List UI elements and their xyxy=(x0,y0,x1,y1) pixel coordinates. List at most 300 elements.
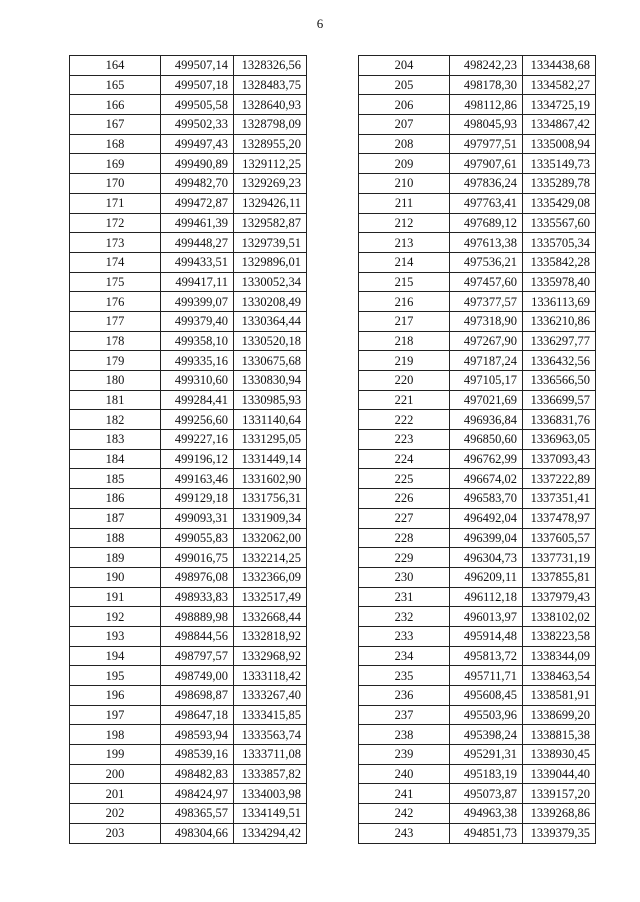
y-coordinate-cell: 1332062,00 xyxy=(234,528,307,548)
x-coordinate-cell: 498539,16 xyxy=(161,745,234,765)
table-row xyxy=(70,784,307,804)
table-row xyxy=(359,233,596,253)
table-row xyxy=(359,548,596,568)
y-coordinate-cell: 1331449,14 xyxy=(234,449,307,469)
point-number-cell: 182 xyxy=(70,410,161,430)
table-row xyxy=(359,331,596,351)
table-row xyxy=(70,646,307,666)
y-coordinate-cell: 1334867,42 xyxy=(523,115,596,135)
table-row xyxy=(70,311,307,331)
table-row xyxy=(70,745,307,765)
point-number-cell: 189 xyxy=(70,548,161,568)
table-row xyxy=(359,193,596,213)
point-number-cell: 234 xyxy=(359,646,450,666)
x-coordinate-cell: 498242,23 xyxy=(450,56,523,76)
coordinates-table-right xyxy=(358,55,596,844)
table-row xyxy=(359,725,596,745)
point-number-cell: 183 xyxy=(70,430,161,450)
table-row xyxy=(70,410,307,430)
x-coordinate-cell: 499016,75 xyxy=(161,548,234,568)
x-coordinate-cell: 497377,57 xyxy=(450,292,523,312)
y-coordinate-cell: 1336831,76 xyxy=(523,410,596,430)
point-number-cell: 169 xyxy=(70,154,161,174)
point-number-cell: 230 xyxy=(359,567,450,587)
point-number-cell: 211 xyxy=(359,193,450,213)
point-number-cell: 173 xyxy=(70,233,161,253)
y-coordinate-cell: 1334725,19 xyxy=(523,95,596,115)
table-row xyxy=(359,607,596,627)
table-row xyxy=(70,233,307,253)
point-number-cell: 172 xyxy=(70,213,161,233)
point-number-cell: 233 xyxy=(359,626,450,646)
y-coordinate-cell: 1333118,42 xyxy=(234,666,307,686)
point-number-cell: 231 xyxy=(359,587,450,607)
y-coordinate-cell: 1334294,42 xyxy=(234,823,307,843)
y-coordinate-cell: 1336699,57 xyxy=(523,390,596,410)
table-row xyxy=(359,95,596,115)
point-number-cell: 198 xyxy=(70,725,161,745)
x-coordinate-cell: 495291,31 xyxy=(450,745,523,765)
point-number-cell: 177 xyxy=(70,311,161,331)
y-coordinate-cell: 1338815,38 xyxy=(523,725,596,745)
x-coordinate-cell: 498933,83 xyxy=(161,587,234,607)
x-coordinate-cell: 496583,70 xyxy=(450,489,523,509)
y-coordinate-cell: 1336566,50 xyxy=(523,371,596,391)
y-coordinate-cell: 1338581,91 xyxy=(523,686,596,706)
point-number-cell: 207 xyxy=(359,115,450,135)
point-number-cell: 176 xyxy=(70,292,161,312)
y-coordinate-cell: 1328955,20 xyxy=(234,134,307,154)
table-row xyxy=(359,351,596,371)
y-coordinate-cell: 1332968,92 xyxy=(234,646,307,666)
x-coordinate-cell: 498698,87 xyxy=(161,686,234,706)
x-coordinate-cell: 499093,31 xyxy=(161,508,234,528)
table-row xyxy=(359,430,596,450)
y-coordinate-cell: 1337478,97 xyxy=(523,508,596,528)
table-row xyxy=(70,390,307,410)
table-row xyxy=(70,95,307,115)
y-coordinate-cell: 1334003,98 xyxy=(234,784,307,804)
x-coordinate-cell: 496013,97 xyxy=(450,607,523,627)
y-coordinate-cell: 1338930,45 xyxy=(523,745,596,765)
point-number-cell: 243 xyxy=(359,823,450,843)
x-coordinate-cell: 494851,73 xyxy=(450,823,523,843)
point-number-cell: 196 xyxy=(70,686,161,706)
y-coordinate-cell: 1334438,68 xyxy=(523,56,596,76)
point-number-cell: 200 xyxy=(70,764,161,784)
y-coordinate-cell: 1335149,73 xyxy=(523,154,596,174)
point-number-cell: 209 xyxy=(359,154,450,174)
point-number-cell: 224 xyxy=(359,449,450,469)
x-coordinate-cell: 499163,46 xyxy=(161,469,234,489)
x-coordinate-cell: 496492,04 xyxy=(450,508,523,528)
table-row xyxy=(359,489,596,509)
y-coordinate-cell: 1332366,09 xyxy=(234,567,307,587)
table-row xyxy=(359,764,596,784)
table-row xyxy=(359,469,596,489)
point-number-cell: 164 xyxy=(70,56,161,76)
point-number-cell: 191 xyxy=(70,587,161,607)
table-row xyxy=(359,154,596,174)
y-coordinate-cell: 1335705,34 xyxy=(523,233,596,253)
table-row xyxy=(70,213,307,233)
point-number-cell: 195 xyxy=(70,666,161,686)
table-row xyxy=(70,607,307,627)
x-coordinate-cell: 497187,24 xyxy=(450,351,523,371)
point-number-cell: 235 xyxy=(359,666,450,686)
point-number-cell: 223 xyxy=(359,430,450,450)
table-row xyxy=(359,311,596,331)
point-number-cell: 226 xyxy=(359,489,450,509)
x-coordinate-cell: 497318,90 xyxy=(450,311,523,331)
y-coordinate-cell: 1333857,82 xyxy=(234,764,307,784)
table-row xyxy=(70,292,307,312)
x-coordinate-cell: 497836,24 xyxy=(450,174,523,194)
x-coordinate-cell: 498112,86 xyxy=(450,95,523,115)
x-coordinate-cell: 496674,02 xyxy=(450,469,523,489)
x-coordinate-cell: 498797,57 xyxy=(161,646,234,666)
table-row xyxy=(359,784,596,804)
point-number-cell: 185 xyxy=(70,469,161,489)
point-number-cell: 205 xyxy=(359,75,450,95)
x-coordinate-cell: 495503,96 xyxy=(450,705,523,725)
x-coordinate-cell: 497105,17 xyxy=(450,371,523,391)
x-coordinate-cell: 497021,69 xyxy=(450,390,523,410)
point-number-cell: 212 xyxy=(359,213,450,233)
table-row xyxy=(70,725,307,745)
x-coordinate-cell: 499507,14 xyxy=(161,56,234,76)
coordinates-table-left xyxy=(69,55,307,844)
x-coordinate-cell: 499417,11 xyxy=(161,272,234,292)
point-number-cell: 165 xyxy=(70,75,161,95)
y-coordinate-cell: 1334582,27 xyxy=(523,75,596,95)
x-coordinate-cell: 498749,00 xyxy=(161,666,234,686)
y-coordinate-cell: 1337731,19 xyxy=(523,548,596,568)
y-coordinate-cell: 1330830,94 xyxy=(234,371,307,391)
x-coordinate-cell: 496112,18 xyxy=(450,587,523,607)
point-number-cell: 227 xyxy=(359,508,450,528)
y-coordinate-cell: 1338344,09 xyxy=(523,646,596,666)
point-number-cell: 219 xyxy=(359,351,450,371)
point-number-cell: 168 xyxy=(70,134,161,154)
point-number-cell: 239 xyxy=(359,745,450,765)
point-number-cell: 188 xyxy=(70,528,161,548)
point-number-cell: 242 xyxy=(359,804,450,824)
point-number-cell: 192 xyxy=(70,607,161,627)
y-coordinate-cell: 1332517,49 xyxy=(234,587,307,607)
y-coordinate-cell: 1333267,40 xyxy=(234,686,307,706)
table-body-left xyxy=(70,56,307,844)
table-row xyxy=(70,528,307,548)
table-row xyxy=(359,115,596,135)
table-row xyxy=(359,449,596,469)
point-number-cell: 241 xyxy=(359,784,450,804)
point-number-cell: 201 xyxy=(70,784,161,804)
table-row xyxy=(359,686,596,706)
point-number-cell: 166 xyxy=(70,95,161,115)
y-coordinate-cell: 1334149,51 xyxy=(234,804,307,824)
point-number-cell: 220 xyxy=(359,371,450,391)
y-coordinate-cell: 1337093,43 xyxy=(523,449,596,469)
x-coordinate-cell: 499507,18 xyxy=(161,75,234,95)
table-row xyxy=(70,489,307,509)
x-coordinate-cell: 496209,11 xyxy=(450,567,523,587)
x-coordinate-cell: 496936,84 xyxy=(450,410,523,430)
table-row xyxy=(359,528,596,548)
table-row xyxy=(70,331,307,351)
x-coordinate-cell: 497536,21 xyxy=(450,252,523,272)
table-row xyxy=(359,804,596,824)
table-row xyxy=(70,508,307,528)
point-number-cell: 184 xyxy=(70,449,161,469)
x-coordinate-cell: 495813,72 xyxy=(450,646,523,666)
table-row xyxy=(70,272,307,292)
point-number-cell: 225 xyxy=(359,469,450,489)
x-coordinate-cell: 499502,33 xyxy=(161,115,234,135)
table-row xyxy=(70,804,307,824)
y-coordinate-cell: 1328483,75 xyxy=(234,75,307,95)
point-number-cell: 170 xyxy=(70,174,161,194)
x-coordinate-cell: 498593,94 xyxy=(161,725,234,745)
y-coordinate-cell: 1335008,94 xyxy=(523,134,596,154)
y-coordinate-cell: 1339268,86 xyxy=(523,804,596,824)
x-coordinate-cell: 499379,40 xyxy=(161,311,234,331)
y-coordinate-cell: 1330364,44 xyxy=(234,311,307,331)
table-row xyxy=(359,823,596,843)
table-row xyxy=(359,745,596,765)
x-coordinate-cell: 498304,66 xyxy=(161,823,234,843)
point-number-cell: 208 xyxy=(359,134,450,154)
table-row xyxy=(70,626,307,646)
x-coordinate-cell: 495073,87 xyxy=(450,784,523,804)
y-coordinate-cell: 1328798,09 xyxy=(234,115,307,135)
table-row xyxy=(70,548,307,568)
y-coordinate-cell: 1335289,78 xyxy=(523,174,596,194)
table-row xyxy=(359,292,596,312)
y-coordinate-cell: 1332214,25 xyxy=(234,548,307,568)
point-number-cell: 175 xyxy=(70,272,161,292)
y-coordinate-cell: 1329582,87 xyxy=(234,213,307,233)
x-coordinate-cell: 495711,71 xyxy=(450,666,523,686)
x-coordinate-cell: 498889,98 xyxy=(161,607,234,627)
table-row xyxy=(70,469,307,489)
x-coordinate-cell: 498976,08 xyxy=(161,567,234,587)
x-coordinate-cell: 494963,38 xyxy=(450,804,523,824)
table-row xyxy=(70,193,307,213)
table-row xyxy=(359,567,596,587)
y-coordinate-cell: 1330985,93 xyxy=(234,390,307,410)
y-coordinate-cell: 1329269,23 xyxy=(234,174,307,194)
table-row xyxy=(359,390,596,410)
y-coordinate-cell: 1337351,41 xyxy=(523,489,596,509)
point-number-cell: 206 xyxy=(359,95,450,115)
x-coordinate-cell: 495608,45 xyxy=(450,686,523,706)
y-coordinate-cell: 1338699,20 xyxy=(523,705,596,725)
y-coordinate-cell: 1328326,56 xyxy=(234,56,307,76)
table-row xyxy=(70,567,307,587)
y-coordinate-cell: 1331295,05 xyxy=(234,430,307,450)
point-number-cell: 229 xyxy=(359,548,450,568)
x-coordinate-cell: 497457,60 xyxy=(450,272,523,292)
x-coordinate-cell: 497907,61 xyxy=(450,154,523,174)
y-coordinate-cell: 1330208,49 xyxy=(234,292,307,312)
table-row xyxy=(70,587,307,607)
x-coordinate-cell: 495914,48 xyxy=(450,626,523,646)
point-number-cell: 178 xyxy=(70,331,161,351)
x-coordinate-cell: 496399,04 xyxy=(450,528,523,548)
x-coordinate-cell: 499055,83 xyxy=(161,528,234,548)
x-coordinate-cell: 499433,51 xyxy=(161,252,234,272)
y-coordinate-cell: 1336210,86 xyxy=(523,311,596,331)
point-number-cell: 186 xyxy=(70,489,161,509)
point-number-cell: 236 xyxy=(359,686,450,706)
point-number-cell: 203 xyxy=(70,823,161,843)
x-coordinate-cell: 499129,18 xyxy=(161,489,234,509)
table-row xyxy=(359,626,596,646)
table-row xyxy=(70,371,307,391)
x-coordinate-cell: 497267,90 xyxy=(450,331,523,351)
y-coordinate-cell: 1335978,40 xyxy=(523,272,596,292)
point-number-cell: 214 xyxy=(359,252,450,272)
y-coordinate-cell: 1330520,18 xyxy=(234,331,307,351)
y-coordinate-cell: 1336113,69 xyxy=(523,292,596,312)
y-coordinate-cell: 1332818,92 xyxy=(234,626,307,646)
table-row xyxy=(70,75,307,95)
table-row xyxy=(70,686,307,706)
point-number-cell: 179 xyxy=(70,351,161,371)
point-number-cell: 210 xyxy=(359,174,450,194)
table-row xyxy=(359,410,596,430)
x-coordinate-cell: 499310,60 xyxy=(161,371,234,391)
x-coordinate-cell: 499227,16 xyxy=(161,430,234,450)
point-number-cell: 240 xyxy=(359,764,450,784)
y-coordinate-cell: 1337222,89 xyxy=(523,469,596,489)
point-number-cell: 171 xyxy=(70,193,161,213)
table-row xyxy=(359,587,596,607)
point-number-cell: 215 xyxy=(359,272,450,292)
table-row xyxy=(70,823,307,843)
x-coordinate-cell: 499461,39 xyxy=(161,213,234,233)
y-coordinate-cell: 1338463,54 xyxy=(523,666,596,686)
point-number-cell: 167 xyxy=(70,115,161,135)
y-coordinate-cell: 1329896,01 xyxy=(234,252,307,272)
table-row xyxy=(70,56,307,76)
y-coordinate-cell: 1339044,40 xyxy=(523,764,596,784)
table-row xyxy=(359,371,596,391)
x-coordinate-cell: 499335,16 xyxy=(161,351,234,371)
x-coordinate-cell: 498045,93 xyxy=(450,115,523,135)
point-number-cell: 222 xyxy=(359,410,450,430)
x-coordinate-cell: 495183,19 xyxy=(450,764,523,784)
y-coordinate-cell: 1337979,43 xyxy=(523,587,596,607)
y-coordinate-cell: 1331602,90 xyxy=(234,469,307,489)
x-coordinate-cell: 499358,10 xyxy=(161,331,234,351)
y-coordinate-cell: 1331909,34 xyxy=(234,508,307,528)
point-number-cell: 218 xyxy=(359,331,450,351)
y-coordinate-cell: 1330675,68 xyxy=(234,351,307,371)
x-coordinate-cell: 497613,38 xyxy=(450,233,523,253)
point-number-cell: 232 xyxy=(359,607,450,627)
y-coordinate-cell: 1332668,44 xyxy=(234,607,307,627)
y-coordinate-cell: 1331140,64 xyxy=(234,410,307,430)
table-body-right xyxy=(359,56,596,844)
point-number-cell: 202 xyxy=(70,804,161,824)
y-coordinate-cell: 1330052,34 xyxy=(234,272,307,292)
point-number-cell: 216 xyxy=(359,292,450,312)
point-number-cell: 193 xyxy=(70,626,161,646)
table-row xyxy=(70,666,307,686)
table-row xyxy=(70,764,307,784)
point-number-cell: 204 xyxy=(359,56,450,76)
y-coordinate-cell: 1337605,57 xyxy=(523,528,596,548)
x-coordinate-cell: 498844,56 xyxy=(161,626,234,646)
table-row xyxy=(70,154,307,174)
x-coordinate-cell: 495398,24 xyxy=(450,725,523,745)
y-coordinate-cell: 1339157,20 xyxy=(523,784,596,804)
table-row xyxy=(70,174,307,194)
table-row xyxy=(70,705,307,725)
table-row xyxy=(70,351,307,371)
y-coordinate-cell: 1328640,93 xyxy=(234,95,307,115)
table-row xyxy=(359,134,596,154)
table-row xyxy=(70,115,307,135)
x-coordinate-cell: 496850,60 xyxy=(450,430,523,450)
point-number-cell: 197 xyxy=(70,705,161,725)
x-coordinate-cell: 499472,87 xyxy=(161,193,234,213)
x-coordinate-cell: 499448,27 xyxy=(161,233,234,253)
point-number-cell: 228 xyxy=(359,528,450,548)
y-coordinate-cell: 1338102,02 xyxy=(523,607,596,627)
point-number-cell: 221 xyxy=(359,390,450,410)
x-coordinate-cell: 498424,97 xyxy=(161,784,234,804)
table-row xyxy=(359,666,596,686)
y-coordinate-cell: 1329739,51 xyxy=(234,233,307,253)
y-coordinate-cell: 1338223,58 xyxy=(523,626,596,646)
table-row xyxy=(359,174,596,194)
table-row xyxy=(359,213,596,233)
point-number-cell: 237 xyxy=(359,705,450,725)
x-coordinate-cell: 496762,99 xyxy=(450,449,523,469)
x-coordinate-cell: 498482,83 xyxy=(161,764,234,784)
point-number-cell: 217 xyxy=(359,311,450,331)
table-row xyxy=(70,449,307,469)
y-coordinate-cell: 1335429,08 xyxy=(523,193,596,213)
point-number-cell: 199 xyxy=(70,745,161,765)
y-coordinate-cell: 1333415,85 xyxy=(234,705,307,725)
point-number-cell: 194 xyxy=(70,646,161,666)
y-coordinate-cell: 1329112,25 xyxy=(234,154,307,174)
x-coordinate-cell: 499284,41 xyxy=(161,390,234,410)
x-coordinate-cell: 498365,57 xyxy=(161,804,234,824)
x-coordinate-cell: 499196,12 xyxy=(161,449,234,469)
x-coordinate-cell: 499256,60 xyxy=(161,410,234,430)
x-coordinate-cell: 499497,43 xyxy=(161,134,234,154)
table-row xyxy=(359,252,596,272)
point-number-cell: 180 xyxy=(70,371,161,391)
y-coordinate-cell: 1336432,56 xyxy=(523,351,596,371)
table-row xyxy=(359,646,596,666)
point-number-cell: 181 xyxy=(70,390,161,410)
x-coordinate-cell: 499505,58 xyxy=(161,95,234,115)
table-row xyxy=(70,252,307,272)
y-coordinate-cell: 1336297,77 xyxy=(523,331,596,351)
table-row xyxy=(70,134,307,154)
point-number-cell: 238 xyxy=(359,725,450,745)
y-coordinate-cell: 1335842,28 xyxy=(523,252,596,272)
x-coordinate-cell: 499399,07 xyxy=(161,292,234,312)
point-number-cell: 174 xyxy=(70,252,161,272)
x-coordinate-cell: 498647,18 xyxy=(161,705,234,725)
